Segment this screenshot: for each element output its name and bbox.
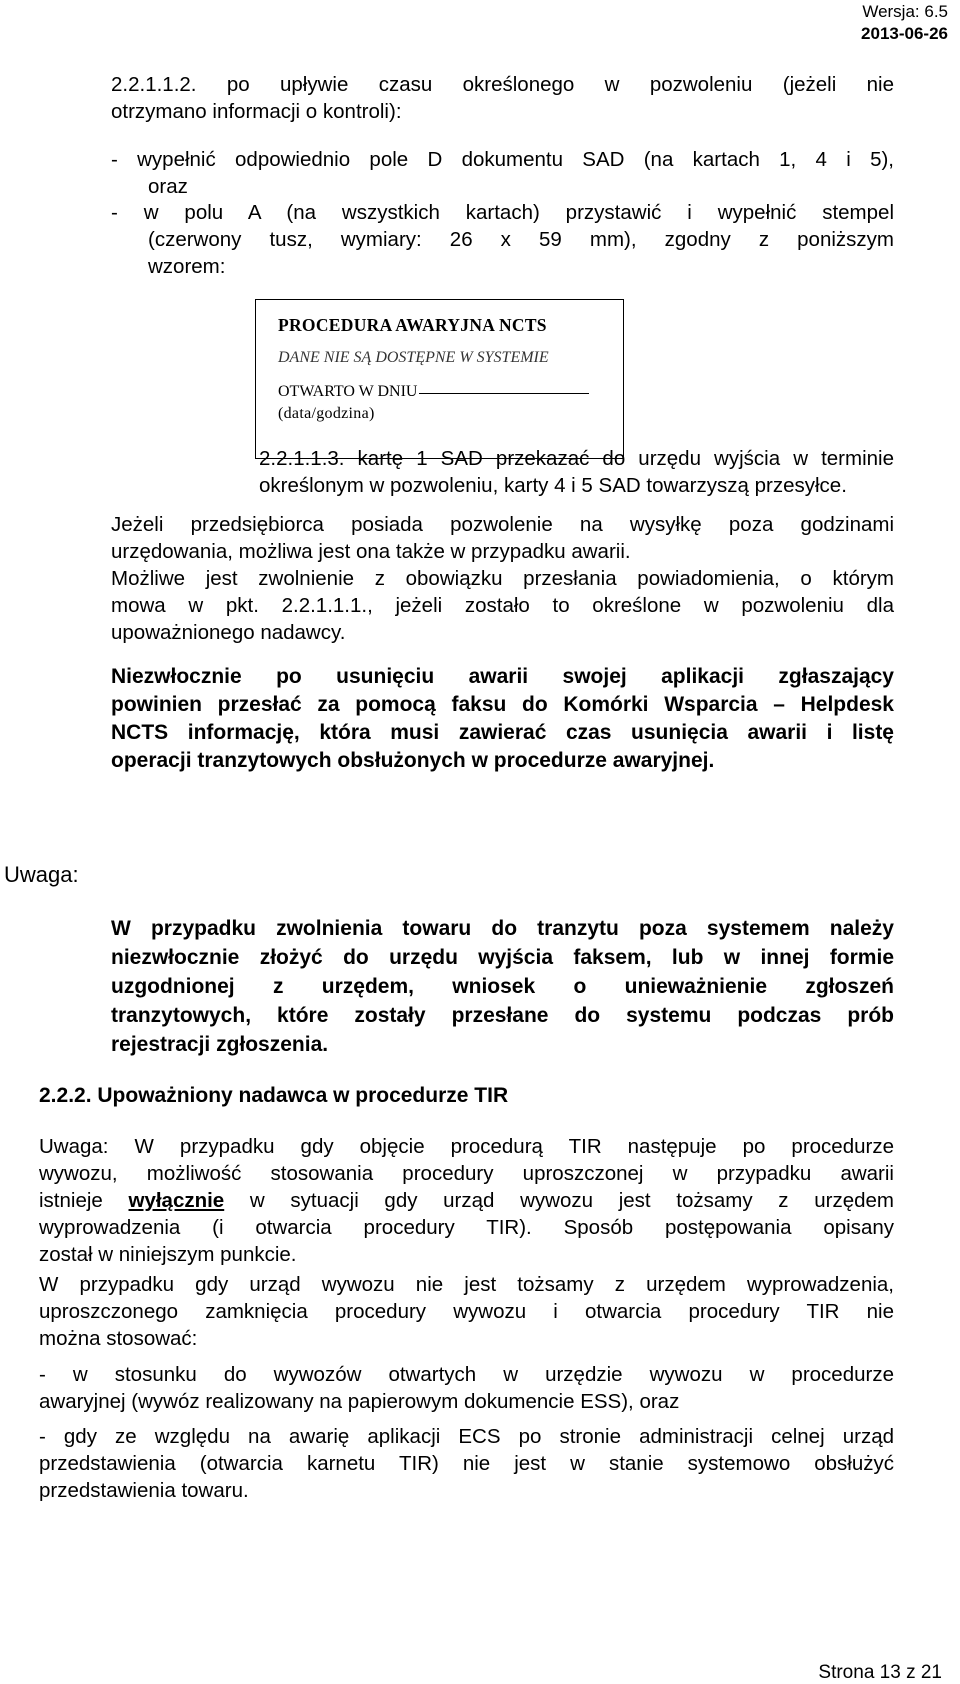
text-line: (czerwony tusz, wymiary: 26 x 59 mm), zgodny z poniższym [148, 228, 894, 251]
stamp-opened-line [278, 382, 623, 402]
text-line: mowa w pkt. 2.2.1.1.1., jeżeli zostało to określone w pozwoleniu dla [111, 594, 894, 617]
text-line: uzgodnionej z urzędem, wniosek o unieważnienie zgłoszeń [111, 975, 894, 998]
text-line: NCTS informację, która musi zawierać czas usunięcia awarii i listę [111, 721, 894, 744]
text-line: Jeżeli przedsiębiorca posiada pozwolenie na wysyłkę poza godzinami [111, 513, 894, 536]
text-line: 2.2.1.1.2. po upływie czasu określonego w pozwoleniu (jeżeli nie [111, 73, 894, 96]
stamp-blank-field [419, 392, 589, 394]
text-line: oraz [148, 175, 188, 198]
text-line: można stosować: [39, 1327, 198, 1350]
text-line: przedstawienia towaru. [39, 1479, 249, 1502]
text-line: W przypadku zwolnienia towaru do tranzytu poza systemem należy [111, 917, 894, 940]
text-line: został w niniejszym punkcie. [39, 1243, 297, 1266]
bullet-field-d [111, 146, 894, 200]
text-line [39, 1187, 894, 1214]
paragraph-exemption [111, 565, 894, 646]
text-line: operacji tranzytowych obsłużonych w procedurze awaryjnej. [111, 749, 715, 772]
text-line: niezwłocznie złożyć do urzędu wyjścia faksem, lub w innej formie [111, 946, 894, 969]
text-line: rejestracji zgłoszenia. [111, 1033, 329, 1056]
uwaga-label: Uwaga: [4, 862, 79, 887]
emphasis-exclusively: wyłącznie [128, 1189, 225, 1212]
paragraph-release-notice [111, 914, 894, 1059]
section-heading-2-2-2: 2.2.2. Upoważniony nadawca w procedurze TIR [39, 1084, 509, 1107]
bullet-tir-ecs-failure [39, 1423, 894, 1504]
paragraph-tir-note [39, 1133, 894, 1268]
section-2-2-1-1-3 [259, 445, 894, 499]
text-line: wyprowadzenia (i otwarcia procedury TIR). Sposób postępowania opisany [39, 1216, 894, 1239]
section-2-2-1-1-2 [111, 71, 894, 125]
paragraph-tir-not-applicable [39, 1271, 894, 1352]
text-line: awaryjnej (wywóz realizowany na papierowym dokumencie ESS), oraz [39, 1390, 680, 1413]
text-line: urzędowania, możliwa jest ona także w przypadku awarii. [111, 540, 631, 563]
text-line: wywozu, możliwość stosowania procedury uproszczonej w przypadku awarii [39, 1162, 894, 1185]
stamp-opened-label: OTWARTO W DNIU [278, 383, 418, 400]
stamp-title: PROCEDURA AWARYJNA NCTS [278, 315, 547, 335]
page-number: Strona 13 z 21 [818, 1662, 942, 1683]
text-line: przedstawienia (otwarcia karnetu TIR) nie jest w stanie systemowo obsłużyć [39, 1452, 894, 1475]
text-line: W przypadku gdy urząd wywozu nie jest tożsamy z urzędem wyprowadzenia, [39, 1273, 894, 1296]
text-line: powinien przesłać za pomocą faksu do Komórki Wsparcia – Helpdesk [111, 693, 894, 716]
text-line: - w stosunku do wywozów otwartych w urzędzie wywozu w procedurze [39, 1363, 894, 1386]
text-line: tranzytowych, które zostały przesłane do systemu podczas prób [111, 1004, 894, 1027]
text-line: - gdy ze względu na awarię aplikacji ECS po stronie administracji celnej urząd [39, 1425, 894, 1448]
stamp-template [255, 299, 624, 459]
stamp-subtitle: DANE NIE SĄ DOSTĘPNE W SYSTEMIE [278, 349, 549, 366]
bullet-tir-export [39, 1361, 894, 1415]
text-fragment: istnieje [39, 1189, 129, 1212]
document-date: 2013-06-26 [861, 24, 948, 43]
text-fragment: w sytuacji gdy urząd wywozu jest tożsamy z urzędem [224, 1189, 894, 1212]
text-line: - w polu A (na wszystkich kartach) przystawić i wypełnić stempel [111, 201, 894, 224]
bullet-field-a [111, 199, 894, 280]
text-line: 2.2.1.1.3. kartę 1 SAD przekazać do urzędu wyjścia w terminie [259, 447, 894, 470]
text-line: wzorem: [148, 255, 226, 278]
text-line: uproszczonego zamknięcia procedury wywozu i otwarcia procedury TIR nie [39, 1300, 894, 1323]
text-line: Uwaga: W przypadku gdy objęcie procedurą TIR następuje po procedurze [39, 1135, 894, 1158]
document-version: Wersja: 6.5 [862, 2, 948, 21]
text-line: określonym w pozwoleniu, karty 4 i 5 SAD towarzyszą przesyłce. [259, 474, 847, 497]
text-line: Możliwe jest zwolnienie z obowiązku przesłania powiadomienia, o którym [111, 567, 894, 590]
paragraph-helpdesk-notice [111, 663, 894, 775]
stamp-datetime: (data/godzina) [278, 405, 375, 422]
text-line: Niezwłocznie po usunięciu awarii swojej aplikacji zgłaszający [111, 665, 894, 688]
paragraph-outside-hours [111, 511, 894, 565]
text-line: otrzymano informacji o kontroli): [111, 100, 402, 123]
text-line: upoważnionego nadawcy. [111, 621, 346, 644]
text-line: - wypełnić odpowiednio pole D dokumentu SAD (na kartach 1, 4 i 5), [111, 148, 894, 171]
